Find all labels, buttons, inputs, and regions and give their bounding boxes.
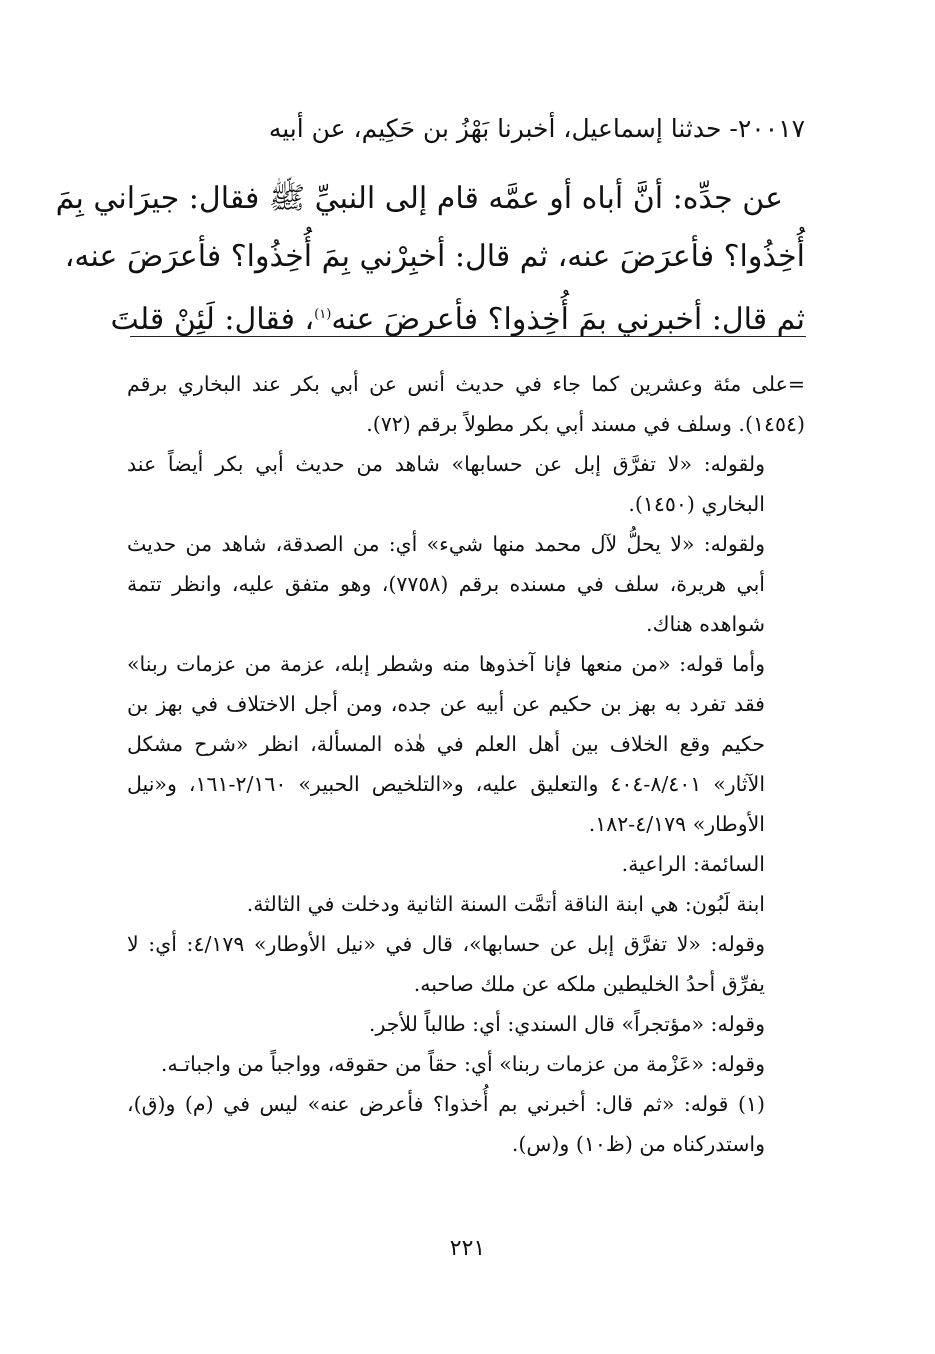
note-paragraph: السائمة: الراعية. [621, 852, 765, 876]
hadith-line-3-tail: ، فقال: لَئِنْ قلتَ [110, 302, 315, 337]
page-number: ٢٢١ [449, 1236, 486, 1261]
note-paragraph: وقوله: «مؤتجراً» قال السندي: أي: طالباً للأجر. [368, 1012, 765, 1036]
hadith-line-3-text: ثم قال: أخبرني بمَ أُخِذوا؟ فأعرضَ عنه [331, 302, 805, 337]
footnote-text: (١) قوله: «ثم قال: أخبرني بم أُخذوا؟ فأعرض عنه» ليس في (م) و(ق)، واستدركناه من (ظ١٠) و(س). [127, 1092, 765, 1156]
note-paragraph: =على مئة وعشرين كما جاء في حديث أنس عن أبي بكر عند البخاري برقم (١٤٥٤). وسلف في مسند أبي بكر مطولاً برقم (٧٢). [127, 372, 805, 436]
footnote-marker: (١) [314, 307, 332, 322]
note-paragraph: ولقوله: «لا يحلُّ لآل محمد منها شيء» أي: من الصدقة، شاهد من حديث أبي هريرة، سلف في مسنده برقم (٧٧٥٨)، وهو متفق عليه، وانظر تتمة شواهده هناك. [127, 532, 765, 636]
note-paragraph: ابنة لَبُون: هي ابنة الناقة أتمَّت السنة الثانية ودخلت في الثالثة. [246, 892, 765, 916]
note-paragraph: وأما قوله: «من منعها فإنا آخذوها منه وشطر إبله، عزمة من عزمات ربنا» فقد تفرد به بهز بن حكيم عن أبيه عن جده، ومن أجل الاختلاف في بهز بن حكيم وقع الخلاف بين أهل العلم في هٰذه المسألة، انظر «شرح مشكل الآثار» ٨/٤٠١-٤٠٤ والتعليق عليه، و«التلخيص الحبير» ٢/١٦٠-١٦١، و«نيل الأوطار» ٤/١٧٩-١٨٢. [127, 652, 766, 836]
commentary-notes [127, 364, 805, 1164]
hadith-line-1: عن جدِّه: أنَّ أباه أو عمَّه قام إلى النبيِّ ﷺ فقال: جيرَاني بِمَ [55, 181, 783, 216]
hadith-line-2: أُخِذُوا؟ فأعرَضَ عنه، ثم قال: أخبِرْني بِمَ أُخِذُوا؟ فأعرَضَ عنه، [64, 239, 805, 274]
note-paragraph: ولقوله: «لا تفرَّق إبل عن حسابها» شاهد من حديث أبي بكر أيضاً عند البخاري (١٤٥٠). [127, 452, 765, 516]
hadith-text [55, 170, 805, 344]
note-paragraph: وقوله: «عَزْمة من عزمات ربنا» أي: حقاً من حقوقه، وواجباً من واجباتـه. [160, 1052, 765, 1076]
footnote-separator [130, 336, 806, 337]
note-paragraph: وقوله: «لا تفرَّق إبل عن حسابها»، قال في «نيل الأوطار» ٤/١٧٩: أي: لا يفرِّق أحدُ الخليطين ملكه عن ملك صاحبه. [127, 932, 765, 996]
hadith-heading: ٢٠٠١٧- حدثنا إسماعيل، أخبرنا بَهْزُ بن حَكِيم، عن أبيه [268, 114, 805, 143]
